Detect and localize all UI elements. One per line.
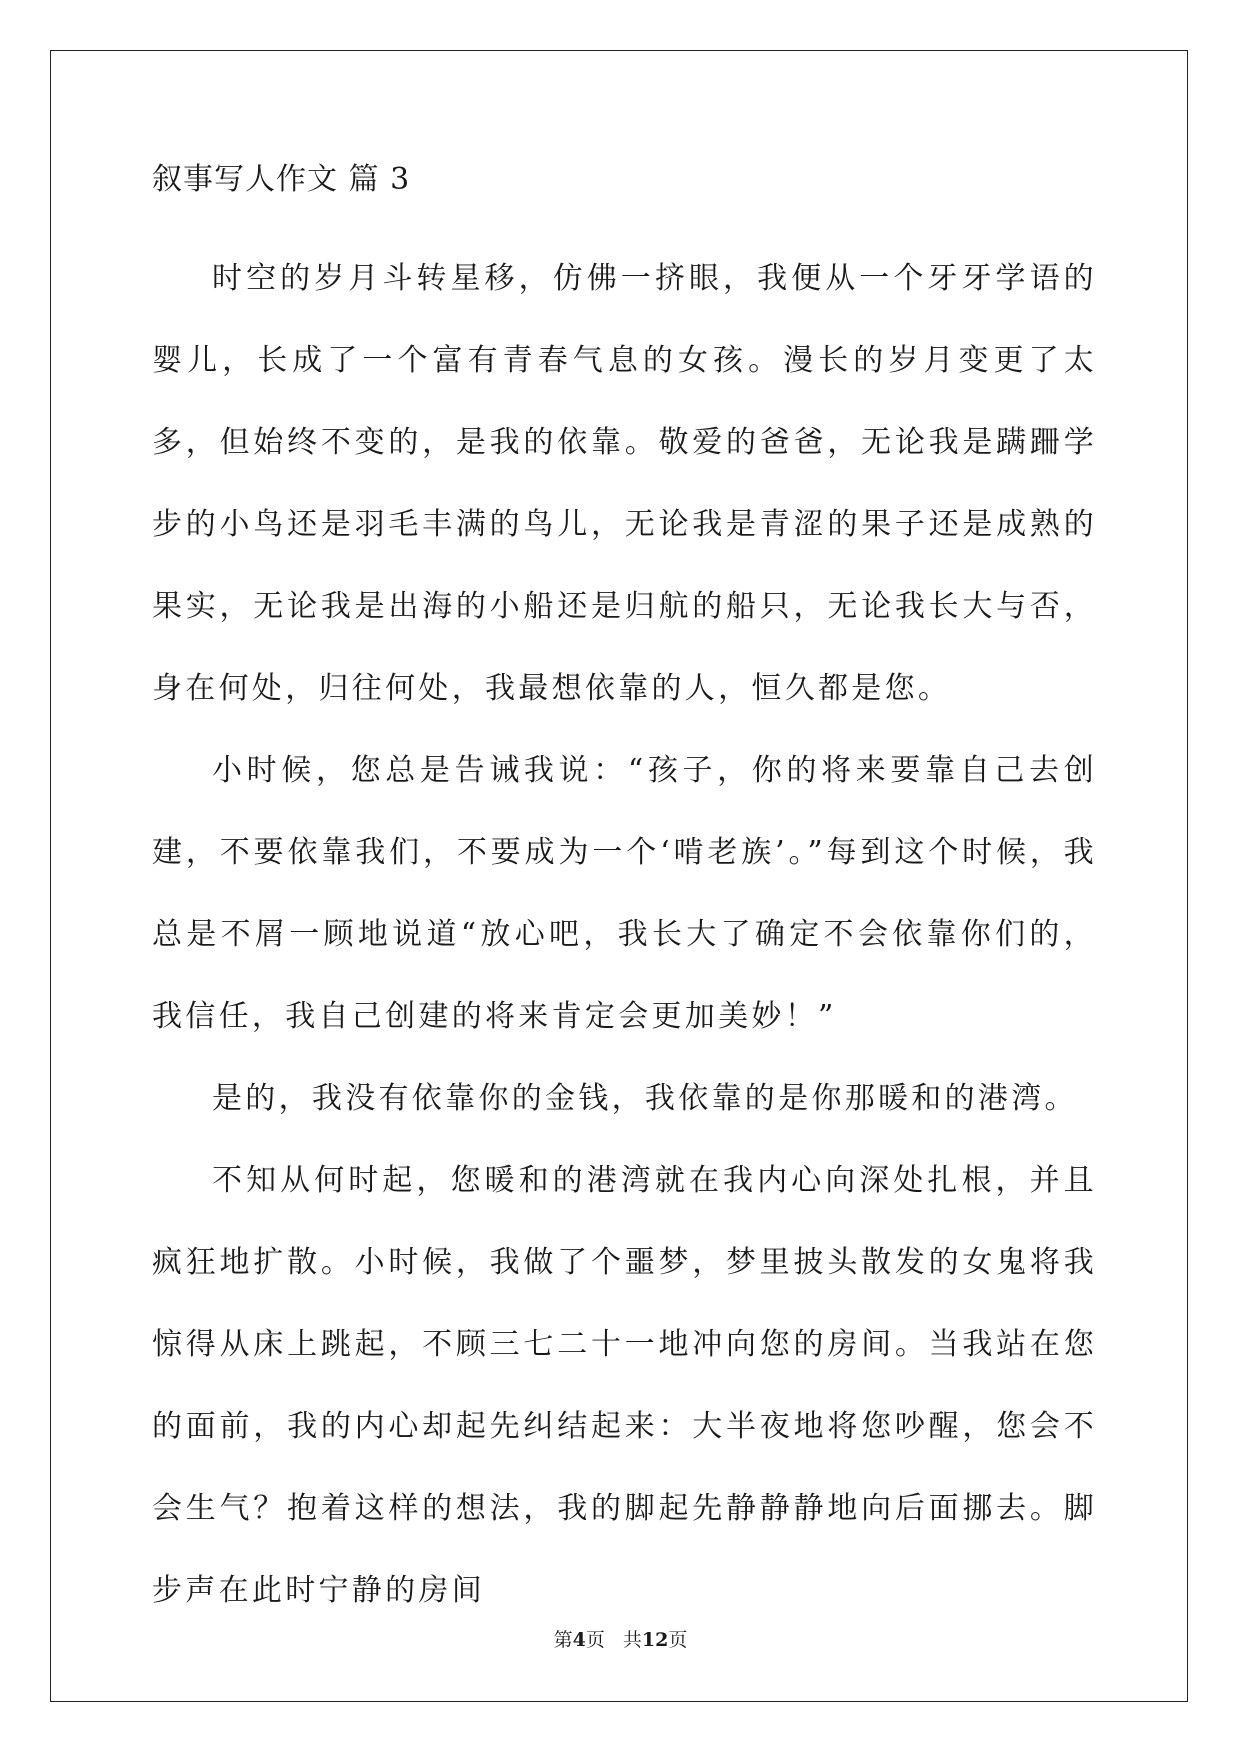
total-page-count: 12 bbox=[641, 1629, 669, 1651]
document-title: 叙事写人作文 篇 3 bbox=[152, 162, 411, 197]
page-footer bbox=[0, 1625, 1241, 1652]
total-unit: 页 bbox=[668, 1629, 688, 1651]
page-unit: 页 bbox=[585, 1629, 605, 1651]
paragraph-4: 不知从何时起，您暖和的港湾就在我内心向深处扎根，并且疯狂地扩散。小时候，我做了个噩梦，梦里披头散发的女鬼将我惊得从床上跳起，不顾三七二十一地冲向您的房间。当我站在您的面前，我的内心却起先纠结起来：大半夜地将您吵醒，您会不会生气？抱着这样的想法，我的脚起先静静静地向后面挪去。脚步声在此时宁静的房间 bbox=[152, 1163, 1097, 1608]
total-prefix: 共 bbox=[622, 1629, 642, 1651]
paragraph-2: 小时候，您总是告诫我说：“孩子，你的将来要靠自己去创建，不要依靠我们，不要成为一个‘啃老族’。”每到这个时候，我总是不屑一顾地说道“放心吧，我长大了确定不会依靠你们的，我信任，我自己创建的将来肯定会更加美妙！” bbox=[152, 753, 1097, 1034]
document-body bbox=[152, 156, 1097, 1632]
current-page-number: 4 bbox=[572, 1629, 586, 1651]
page-prefix: 第 bbox=[553, 1629, 573, 1651]
paragraph-1: 时空的岁月斗转星移，仿佛一挤眼，我便从一个牙牙学语的婴儿，长成了一个富有青春气息的女孩。漫长的岁月变更了太多，但始终不变的，是我的依靠。敬爱的爸爸，无论我是蹒跚学步的小鸟还是羽毛丰满的鸟儿，无论我是青涩的果子还是成熟的果实，无论我是出海的小船还是归航的船只，无论我长大与否，身在何处，归往何处，我最想依靠的人，恒久都是您。 bbox=[152, 261, 1097, 706]
paragraph-3: 是的，我没有依靠你的金钱，我依靠的是你那暖和的港湾。 bbox=[212, 1081, 1078, 1116]
